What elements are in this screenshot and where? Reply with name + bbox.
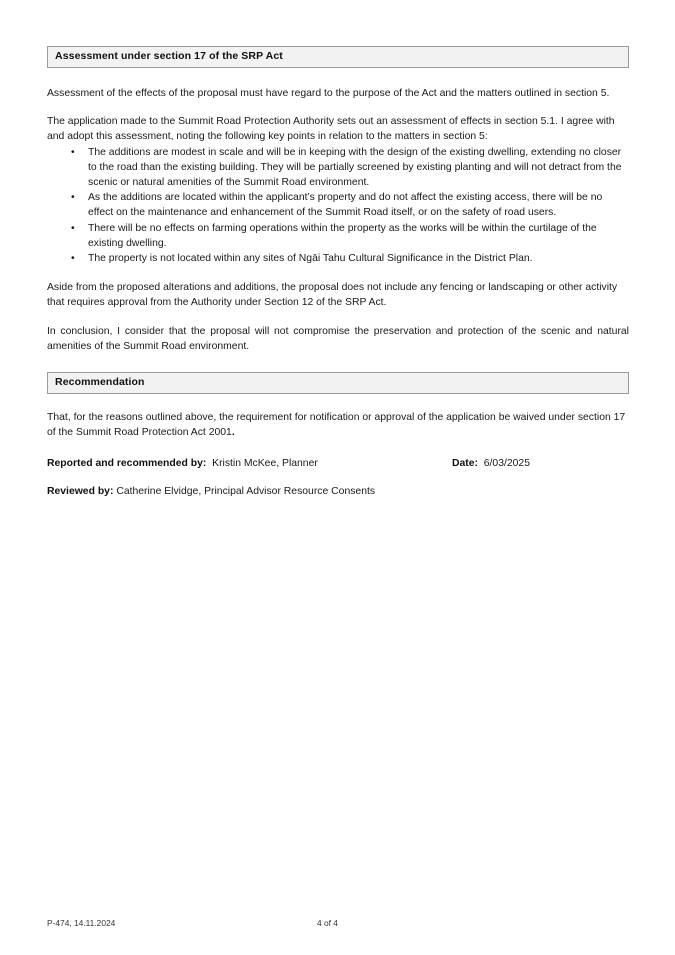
section-heading-assessment [47,46,629,68]
bullet-icon: • [71,146,75,158]
bullet-icon: • [71,253,75,265]
assessment-key-points-list [47,145,629,267]
signoff-reviewed-value: Catherine Elvidge, Principal Advisor Resource Consents [116,485,376,497]
document-content [47,46,629,499]
list-item [47,190,629,220]
recommendation-paragraph [47,410,629,440]
bullet-icon: • [71,222,75,234]
section-heading-recommendation [47,372,629,394]
signoff-reported-value: Kristin McKee, Planner [212,458,318,470]
signoff-date-group [452,456,530,471]
list-item-text: The additions are modest in scale and will be in keeping with the design of the existing dwelling, extending no closer to the road than the existing building. They will be partially screened by existing planting and will not detract from the scenic or natural amenities of the Summit Road environment. [88,146,622,189]
section-heading-recommendation-label: Recommendation [55,376,145,389]
list-item-text: As the additions are located within the applicant’s property and do not affect the existing access, there will be no effect on the maintenance and enhancement of the Summit Road itself, or on the safety of road users. [88,192,603,219]
page-footer [47,916,629,930]
signoff-reviewed-label: Reviewed by: [47,485,114,497]
signoff-reported-row [47,456,629,471]
assessment-conclusion-paragraph: In conclusion, I consider that the proposal will not compromise the preservation and protection of the scenic and natural amenities of the Summit Road environment. [47,325,629,352]
list-item [47,145,629,191]
signoff-date-value: 6/03/2025 [483,458,530,470]
list-item-text: The property is not located within any sites of Ngāi Tahu Cultural Significance in the District Plan. [88,253,533,265]
assessment-application-paragraph: The application made to the Summit Road Protection Authority sets out an assessment of effects in section 5.1. I agree with and adopt this assessment, noting the following key points in relation to the matters in section 5: [47,116,615,143]
footer-page-number: 4 of 4 [317,918,338,928]
recommendation-text: That, for the reasons outlined above, the requirement for notification or approval of the application be waived under section 17 of the Summit Road Protection Act 2001 [47,412,626,439]
list-item [47,221,629,251]
assessment-intro-paragraph: Assessment of the effects of the proposal must have regard to the purpose of the Act and the matters outlined in section 5. [47,88,610,99]
signoff-reported-label: Reported and recommended by: [47,458,207,470]
recommendation-text-period: . [231,427,235,439]
bullet-icon: • [71,192,75,204]
footer-reference: P-474, 14.11.2024 [47,918,116,928]
list-item-text: There will be no effects on farming operations within the property as the works will be within the curtilage of the existing dwelling. [88,222,597,249]
signoff-reviewed-row [47,484,629,499]
signoff-date-label: Date: [452,458,478,470]
section-heading-assessment-label: Assessment under section 17 of the SRP Act [55,50,283,62]
list-item [47,251,629,266]
assessment-aside-paragraph: Aside from the proposed alterations and additions, the proposal does not include any fencing or landscaping or other activity that requires approval from the Authority under Section 12 of the SRP Act. [47,282,618,309]
